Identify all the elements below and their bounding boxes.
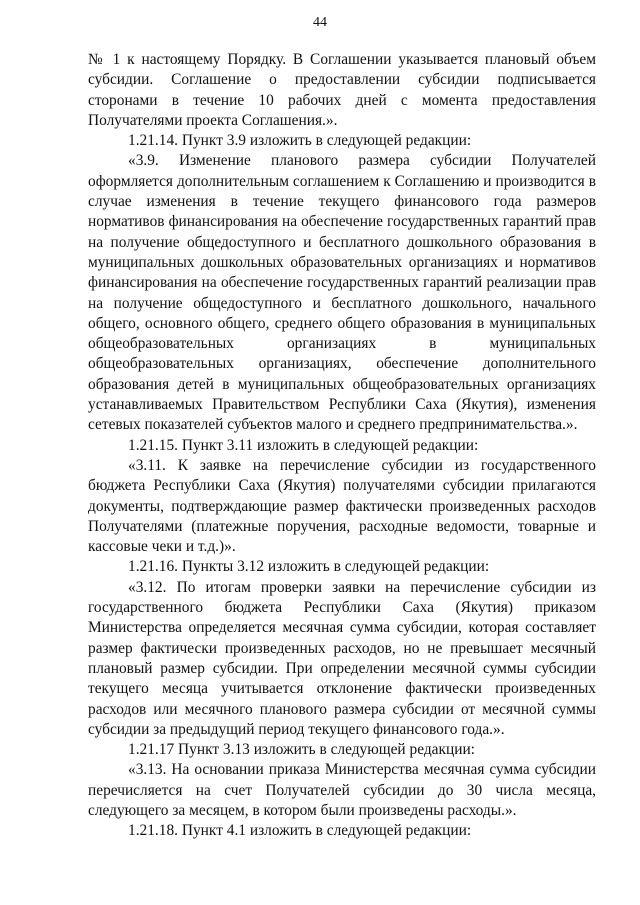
document-body (88, 50, 596, 842)
paragraph-item-1-21-17: 1.21.17 Пункт 3.13 изложить в следующей редакции: (128, 741, 475, 759)
paragraph-clause-3-9: «3.9. Изменение планового размера субсидии Получателей оформляется дополнительным соглашением к Соглашению и производится в случае изменения в течение текущего финансового года размеров нормативов финансирования на обеспечение государственных гарантий прав на получение общедоступного и бесплатного дошкольного образования в муниципальных дошкольных образовательных организациях и нормативов финансирования на обеспечение государственных гарантий реализации прав на получение общедоступного и бесплатного дошкольного, начального общего, основного общего, среднего общего образования в муниципальных общеобразовательных организациях в муниципальных общеобразовательных организациях, обеспечение дополнительного образования детей в муниципальных общеобразовательных организациях устанавливаемых Правительством Республики Саха (Якутия), изменения сетевых показателей субъектов малого и среднего предпринимательства.». (88, 152, 596, 434)
paragraph-item-1-21-16: 1.21.16. Пункты 3.12 изложить в следующей редакции: (128, 558, 490, 576)
paragraph-item-1-21-18: 1.21.18. Пункт 4.1 изложить в следующей редакции: (128, 822, 472, 840)
paragraph-continuation: № 1 к настоящему Порядку. В Соглашении указывается плановый объем субсидии. Соглашение о предоставлении субсидии подписывается сторонами в течение 10 рабочих дней с момента предоставления Получателями проекта Соглашения.». (88, 51, 596, 129)
paragraph-clause-3-11: «3.11. К заявке на перечисление субсидии из государственного бюджета Республики Саха (Якутия) получателями субсидии прилагаются документы, подтверждающие размер фактически произведенных расходов Получателями (платежные поручения, расходные ведомости, товарные и кассовые чеки и т.д.)». (88, 456, 596, 556)
paragraph-item-1-21-15: 1.21.15. Пункт 3.11 изложить в следующей редакции: (128, 436, 479, 454)
page-number: 44 (313, 15, 327, 30)
paragraph-clause-3-12: «3.12. По итогам проверки заявки на перечисление субсидии из государственного бюджета Республики Саха (Якутия) приказом Министерства определяется месячная сумма субсидии, которая составляет размер фактически произведенных расходов, но не превышает месячный плановый размер субсидии. При определении месячной суммы субсидии текущего месяца учитывается отклонение фактически произведенных расходов или месячного планового размера субсидии от месячной суммы субсидии за предыдущий период текущего финансового года.». (88, 578, 596, 738)
paragraph-clause-3-13: «3.13. На основании приказа Министерства месячная сумма субсидии перечисляется на счет Получателей субсидии до 30 числа месяца, следующего за месяцем, в котором были произведены расходы.». (88, 761, 596, 819)
paragraph-item-1-21-14: 1.21.14. Пункт 3.9 изложить в следующей редакции: (128, 132, 472, 150)
